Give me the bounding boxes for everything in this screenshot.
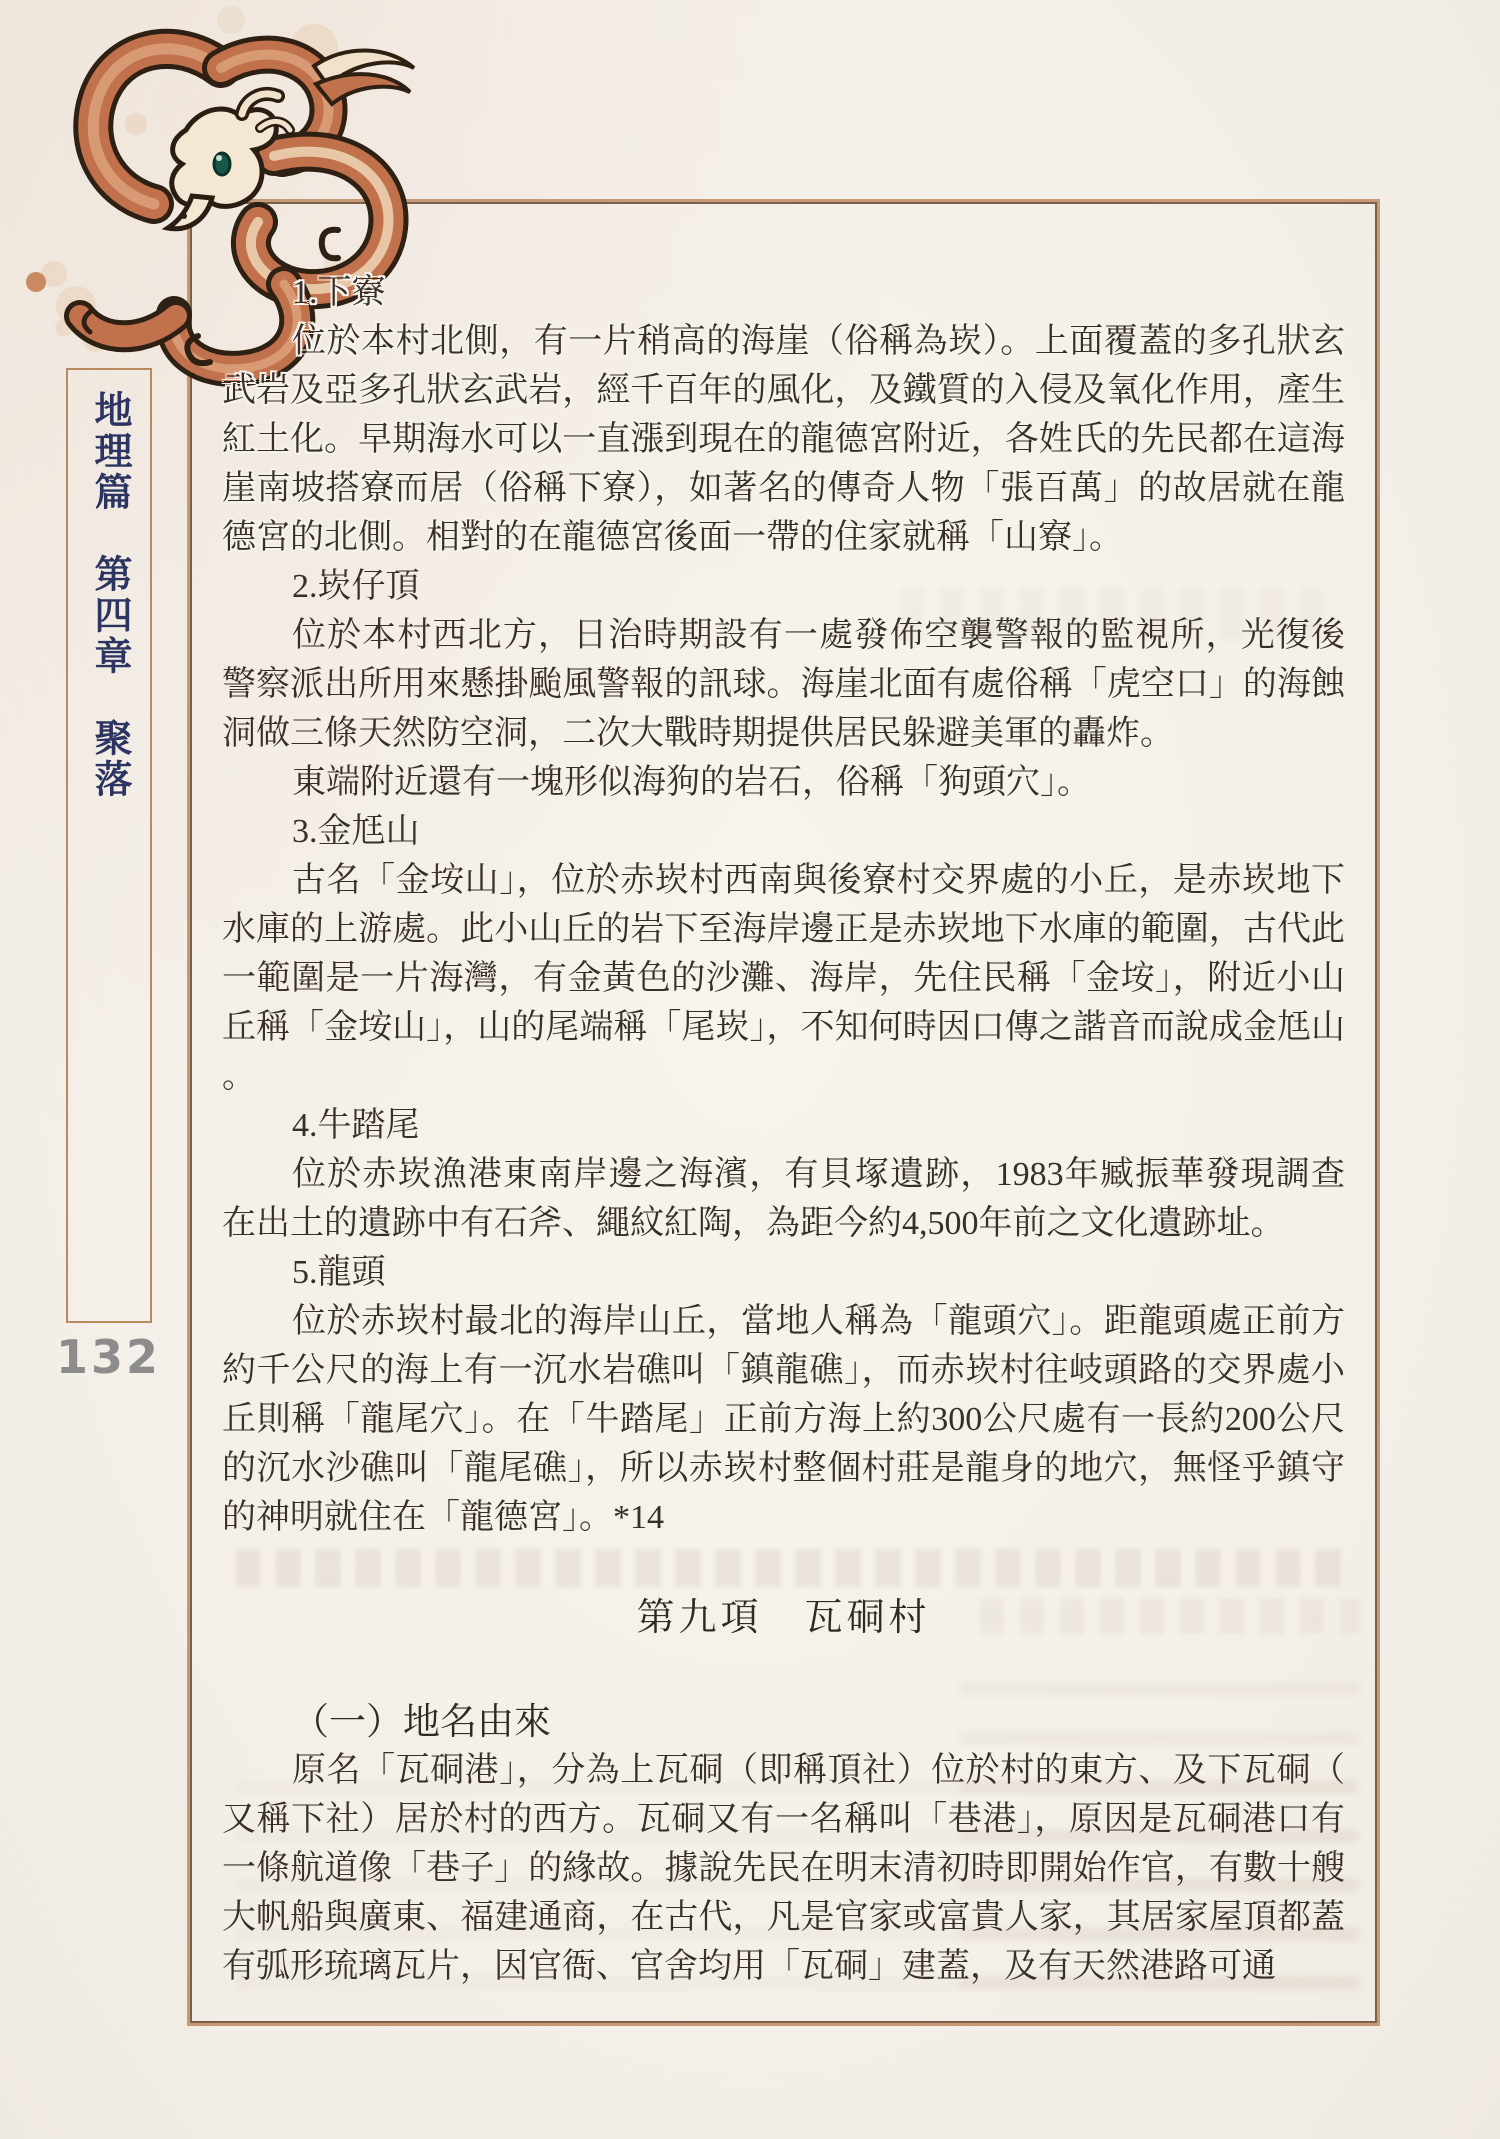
section-heading: 1.下寮 xyxy=(292,274,386,311)
paragraph: 位於赤崁漁港東南岸邊之海濱，有貝塚遺跡，1983年臧振華發現調查在出土的遺跡中有石斧、繩紋紅陶，為距今約4,500年前之文化遺跡址。 xyxy=(222,1156,1345,1242)
page-number: 132 xyxy=(56,1330,162,1384)
section-heading: 5.龍頭 xyxy=(292,1254,386,1291)
sidebar-chapter-box xyxy=(66,368,152,1323)
paragraph: 位於本村北側，有一片稍高的海崖（俗稱為崁）。上面覆蓋的多孔狀玄武岩及亞多孔狀玄武岩，經千百年的風化，及鐵質的入侵及氧化作用，產生紅土化。早期海水可以一直漲到現在的龍德宮附近，各姓氏的先民都在這海崖南坡搭寮而居（俗稱下寮），如著名的傳奇人物「張百萬」的故居就在龍德宮的北側。相對的在龍德宮後面一帶的住家就稱「山寮」。 xyxy=(222,323,1345,556)
subsection-title: 第九項 瓦硐村 xyxy=(636,1597,931,1639)
body-text xyxy=(222,268,1345,1991)
paragraph: 位於本村西北方，日治時期設有一處發佈空襲警報的監視所，光復後警察派出所用來懸掛颱風警報的訊球。海崖北面有處俗稱「虎空口」的海蝕洞做三條天然防空洞，二次大戰時期提供居民躲避美軍的轟炸。 xyxy=(222,617,1345,752)
sidebar-chapter-label: 地理篇 第四章 聚落 xyxy=(88,390,130,800)
paragraph: 古名「金垵山」，位於赤崁村西南與後寮村交界處的小丘，是赤崁地下水庫的上游處。此小山丘的岩下至海岸邊正是赤崁地下水庫的範圍，古代此一範圍是一片海灣，有金黃色的沙灘、海岸，先住民稱「金垵」，附近小山丘稱「金垵山」，山的尾端稱「尾崁」，不知何時因口傳之諧音而說成金尪山。 xyxy=(222,862,1345,1095)
paragraph: 東端附近還有一塊形似海狗的岩石，俗稱「狗頭穴」。 xyxy=(292,764,1091,801)
paragraph: 原名「瓦硐港」，分為上瓦硐（即稱頂社）位於村的東方、及下瓦硐（又稱下社）居於村的西方。瓦硐又有一名稱叫「巷港」，原因是瓦硐港口有一條航道像「巷子」的緣故。據說先民在明末清初時即開始作官，有數十艘大帆船與廣東、福建通商，在古代，凡是官家或富貴人家，其居家屋頂都蓋有弧形琉璃瓦片，因官衙、官舍均用「瓦硐」建蓋，及有天然港路可通 xyxy=(222,1752,1345,1985)
paragraph: 位於赤崁村最北的海岸山丘，當地人稱為「龍頭穴」。距龍頭處正前方約千公尺的海上有一沉水岩礁叫「鎮龍礁」，而赤崁村往岐頭路的交界處小丘則稱「龍尾穴」。在「牛踏尾」正前方海上約300公尺處有一長約200公尺的沉水沙礁叫「龍尾礁」，所以赤崁村整個村莊是龍身的地穴，無怪乎鎮守的神明就住在「龍德宮」。*14 xyxy=(222,1303,1345,1536)
section-heading: 4.牛踏尾 xyxy=(292,1107,420,1144)
section-heading: 2.崁仔頂 xyxy=(292,568,420,605)
dragon-eye xyxy=(214,153,230,175)
section-heading: 3.金尪山 xyxy=(292,813,420,850)
dragon-ribbons xyxy=(314,50,414,104)
origin-heading: （一）地名由來 xyxy=(292,1701,551,1742)
